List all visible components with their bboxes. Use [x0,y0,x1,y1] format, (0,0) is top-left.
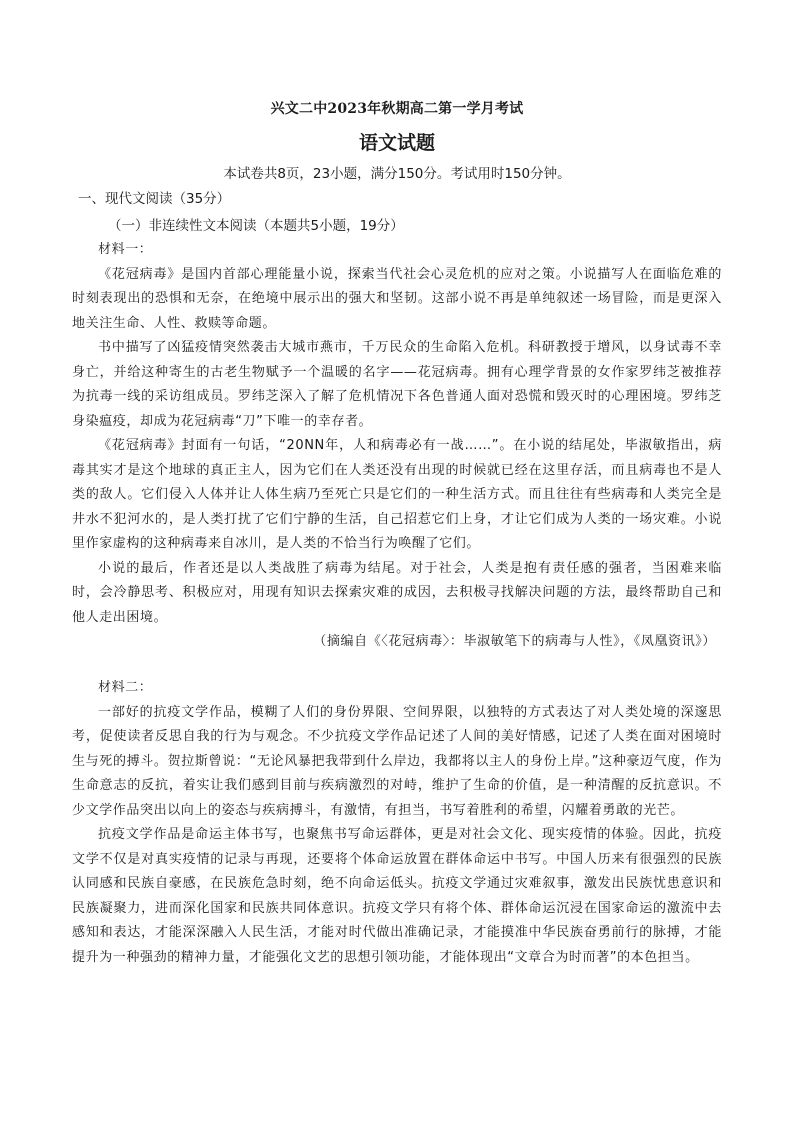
material-two-label: 材料二： [98,680,153,695]
exam-info-line: 本试卷共8页，23小题，满分150分。考试用时150分钟。 [223,166,571,182]
section-heading-modern-reading: 一、现代文阅读（35分） [78,191,231,207]
material-two-paragraph: 抗疫文学作品是命运主体书写，也聚焦书写命运群体，更是对社会文化、现实疫情的体验。因此，抗疫文学不仅是对真实疫情的记录与再现，还要将个体命运放置在群体命运中书写。中国人历来有很强烈的民族认同感和民族自豪感，在民族危急时刻，绝不向命运低头。抗疫文学通过灾难叙事，激发出民族忧患意识和民族凝聚力，进而深化国家和民族共同体意识。抗疫文学只有将个体、群体命运沉浸在国家命运的激流中去感知和表达，才能深深融入人民生活，才能对时代做出准确记录，才能摸准中华民族奋勇前行的脉搏，才能提升为一种强劲的精神力量，才能强化文艺的思想引领功能，才能体现出“文章合为时而著”的本色担当。 [72,827,722,965]
material-two-paragraph: 一部好的抗疫文学作品，模糊了人们的身份界限、空间界限，以独特的方式表达了对人类处境的深邃思考，促使读者反思自我的行为与观念。不少抗疫文学作品记述了人间的美好情感，记述了人类在面对困境时生与死的搏斗。贺拉斯曾说：“无论风暴把我带到什么岸边，我都将以主人的身份上岸。”这种豪迈气度，作为生命意志的反抗，着实让我们感到目前与疾病激烈的对峙，维护了生命的价值，是一种清醒的反抗意识。不少文学作品突出以向上的姿态与疾病搏斗，有激情，有担当，书写着胜利的希望，闪耀着勇敢的光芒。 [72,704,722,818]
material-one-paragraph: 《花冠病毒》封面有一句话，“20NN年，人和病毒必有一战……”。在小说的结尾处，毕淑敏指出，病毒其实才是这个地球的真正主人，因为它们在人类还没有出现的时候就已经在这里存活，而且病毒也不是人类的敌人。它们侵入人体并让人体生病乃至死亡只是它们的一种生活方式。而且往往有些病毒和人类完全是井水不犯河水的，是人类打扰了它们宁静的生活，自己招惹它们上身，才让它们成为人类的一场灾难。小说里作家虚构的这种病毒来自冰川，是人类的不恰当行为唤醒了它们。 [72,438,722,551]
material-one-paragraph: 小说的最后，作者还是以人类战胜了病毒为结尾。对于社会，人类是抱有责任感的强者，当困难来临时，会冷静思考、积极应对，用现有知识去探索灾难的成因，去积极寻找解决问题的方法，最终帮助自己和他人走出困境。 [72,560,722,625]
material-one-paragraph: 书中描写了凶猛疫情突然袭击大城市燕市，千万民众的生命陷入危机。科研教授于增风，以身试毒不幸身亡，并给这种寄生的古老生物赋予一个温暖的名字——花冠病毒。拥有心理学背景的女作家罗纬芝被推荐为抗毒一线的采访组成员。罗纬芝深入了解了危机情况下各色普通人面对恐慌和毁灭时的心理困境。罗纬芝身染瘟疫，却成为花冠病毒“刀”下唯一的幸存者。 [72,340,722,429]
subject-title: 语文试题 [358,132,435,154]
material-one-label: 材料一： [98,242,153,257]
subsection-heading-nonconsecutive-text: （一）非连续性文本阅读（本题共5小题，19分） [108,218,404,234]
school-exam-title: 兴文二中2023年秋期高二第一学月考试 [270,101,524,117]
material-one-source: （摘编自《〈花冠病毒〉：毕淑敏笔下的病毒与人性》，《凤凰资讯》） [313,634,716,649]
material-one-block [72,238,722,655]
material-two-block [72,676,722,970]
material-one-paragraph: 《花冠病毒》是国内首部心理能量小说，探索当代社会心灵危机的应对之策。小说描写人在面临危难的时刻表现出的恐惧和无奈，在绝境中展示出的强大和坚韧。这部小说不再是单纯叙述一场冒险，而是更深入地关注生命、人性、救赎等命题。 [72,266,722,331]
